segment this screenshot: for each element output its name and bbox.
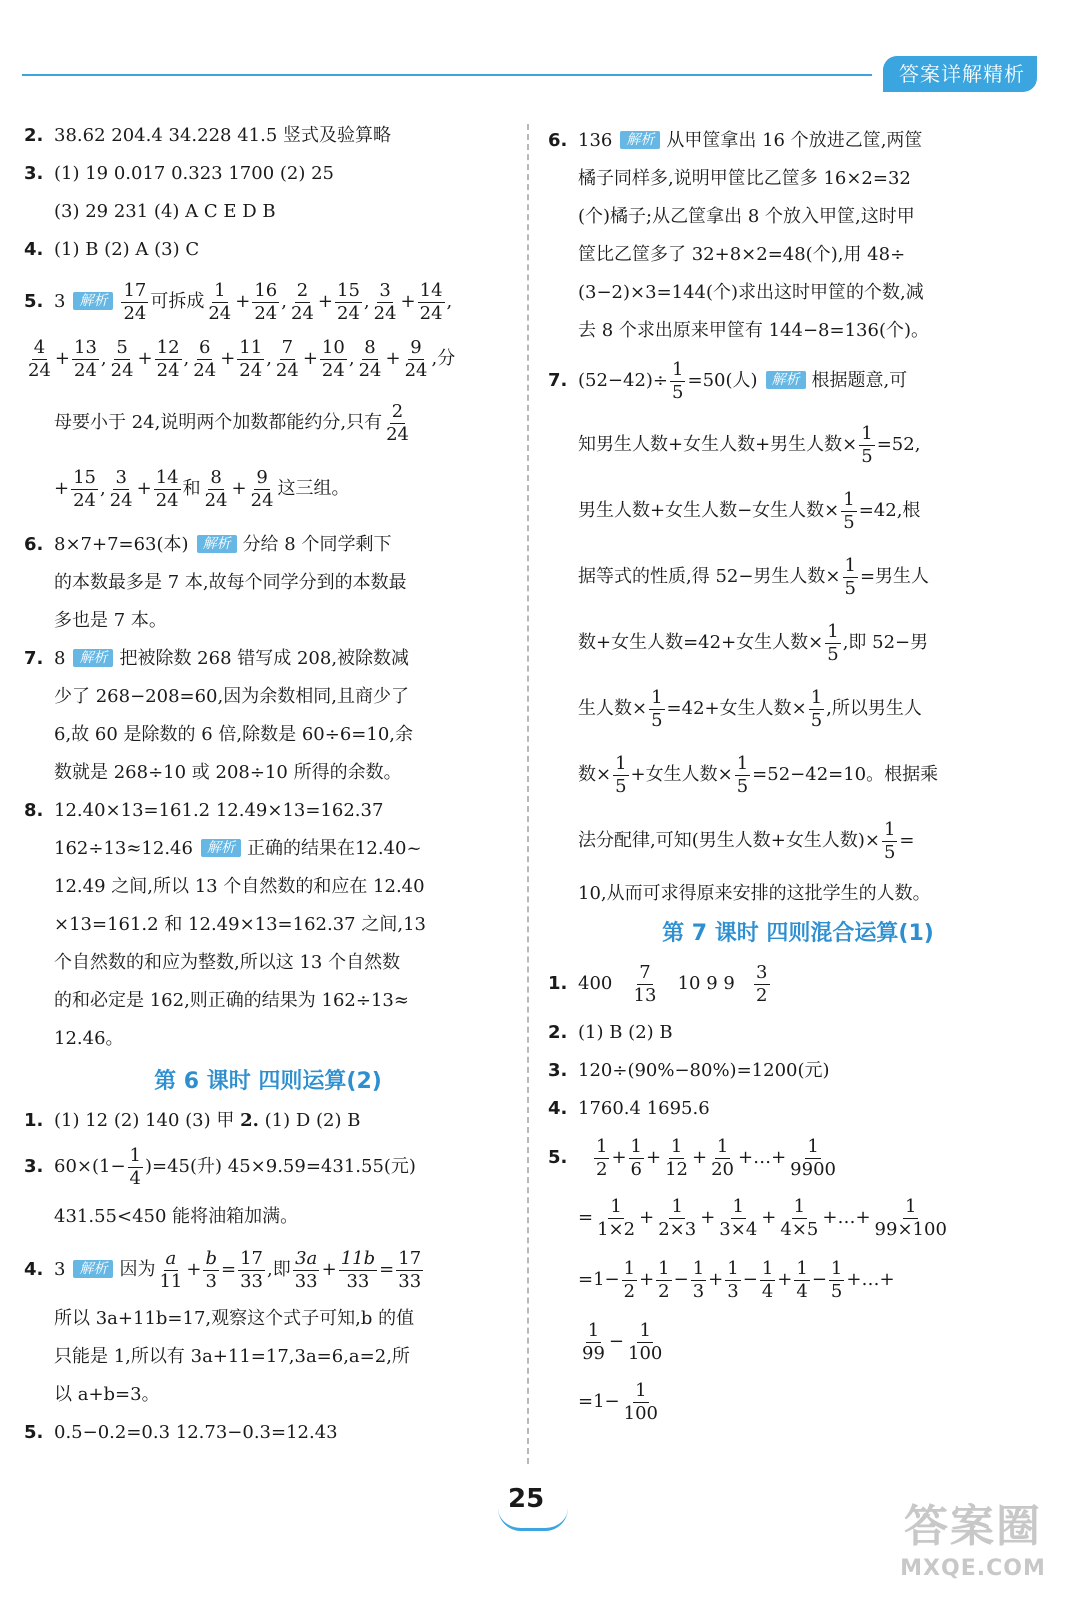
answer-3: 3. (1) 19 0.017 0.323 1700 (2) 25 [24,163,335,184]
lesson7-answer-1: 1. 400 $\frac{7}{13}$ 10 9 9 $\frac{3}{2}$ [548,961,768,1006]
answer-7-right: 7. (52−42)÷ $\frac{1}{5}$ =50(人) 解析 根据题意,可 [548,358,908,403]
fraction: $\frac{17}{24}$ [123,279,147,324]
lesson6-answer-1: 1. (1) 12 (2) 140 (3) 甲 2. (1) D (2) B [24,1110,361,1131]
page-number-arc [498,1508,568,1531]
column-divider [527,124,529,1464]
answer-5-line4: + $\frac{15}{24}$ , $\frac{3}{24}$ + $\frac{14}{24}$ 和 $\frac{8}{24}$ + $\frac{9}{24}$ 这三组。 [54,466,350,511]
lesson7-answer-2: 2. (1) B (2) B [548,1022,673,1043]
left-column: 2. 38.62 204.4 34.228 41.5 竖式及验算略 3. (1) 19 0.017 0.323 1700 (2) 25 (3) 29 231 (4) A C E D B 4. (1) B (2) A (3) C 5. 3 解析 $\frac{17}{24}$ 可拆成 $\frac{1}{24}$ + $\frac{16}{24}$ , $\frac{2}{24}$ + $\frac{15}{24}$ , $\frac{3}{24}$ + $\frac{14}{24}$ , $\frac{4}{24}$ + $\frac{13}{24}$ , $\frac{5}{24}$ + $\frac{12}{24}$ , $\frac{6}{24}$ + $\frac{11}{24}$ , $\frac{7}{24}$ + $\frac{10}{24}$ , $\frac{8}{24}$ + $\frac{9}{24}$ ,分 母要小于 24,说明两个加数都能约分,只有 $\frac{2}{24}$ + $\frac{15}{24}$ , $\frac{3}{24}$ + $\frac{14}{24}$ 和 $\frac{8}{24}$ + $\frac{9}{24}$ 这三组。 6. 8×7+7=63(本) 解析 分给 8 个同学剩下 的本数最多是 7 本,故每个同学分到的本数最 多也是 7 本。 7. 8 解析 把被除数 268 错写成 208,被除数减 少了 268−208=60,因为余数相同,且商少了 6,故 60 是除数的 6 倍,除数是 60÷6=10,余 数就是 268÷10 或 208÷10 所得的余数。 8. 12.40×13=161.2 12.49×13=162.37 162÷13≈12.46 解析 正确的结果在12.40~ 12.49 之间,所以 13 个自然数的和应在 12.40 ×13=161.2 和 12.49×13=162.37 之间,13 个自然数的和应为整数,所以这 13 个自然数 的和必定是 162,则正确的结果为 162÷13≈ 12.46。 第 6 课时 四则运算(2) 1. (1) 12 (2) 140 (3) 甲 2. (1) D (2) B 3. 60×(1− $\frac{1}{4}$ )=45(升) 45×9.59=431.55(元) 431.55<450 能将油箱加满。 4. 3 解析 因为 $\frac{a}{11}$ + $\frac{b}{3}$ = $\frac{17}{33}$ ,即 $\frac{3a}{33}$ + $\frac{11b}{33}$ = $\frac{17}{33}$ 所以 3a+11b=17,观察这个式子可知,b 的值 只能是 1,所以有 3a+11=17,3a=6,a=2,所 以 a+b=3。 5. 0.5−0.2=0.3 12.73−0.3=12.43 [24,122,512,1452]
answer-2: 2. 38.62 204.4 34.228 41.5 竖式及验算略 [24,125,392,146]
answer-7: 7. 8 解析 把被除数 268 错写成 208,被除数减 [24,648,410,669]
lesson7-answer-5-row1: 5. $\frac{1}{2}$ + $\frac{1}{6}$ + $\frac{1}{12}$ + $\frac{1}{20}$ +…+ $\frac{1}{9900}$ [548,1135,836,1180]
answer-5-line2: $\frac{4}{24}$ + $\frac{13}{24}$ , $\frac{5}{24}$ + $\frac{12}{24}$ , $\frac{6}{24}$ + $\frac{11}{24}$ , $\frac{7}{24}$ + $\frac{10}{24}$ , $\frac{8}{24}$ + $\frac{9}{24}$ ,分 [28,336,456,381]
answer-6-right: 6. 136 解析 从甲筐拿出 16 个放进乙筐,两筐 [548,130,923,151]
right-column: 6. 136 解析 从甲筐拿出 16 个放进乙筐,两筐 橘子同样多,说明甲筐比乙筐多 16×2=32 (个)橘子;从乙筐拿出 8 个放入甲筐,这时甲 筐比乙筐多了 32+8×2=48(个),用 48÷ (3−2)×3=144(个)求出这时甲筐的个数,减 去 8 个求出原来甲筐有 144−8=136(个)。 7. (52−42)÷ $\frac{1}{5}$ =50(人) 解析 根据题意,可 知男生人数+女生人数+男生人数× $\frac{1}{5}$ =52, 男生人数+女生人数−女生人数× $\frac{1}{5}$ =42,根 据等式的性质,得 52−男生人数× $\frac{1}{5}$ =男生人 数+女生人数=42+女生人数× $\frac{1}{5}$ ,即 52−男 生人数× $\frac{1}{5}$ =42+女生人数× $\frac{1}{5}$ ,所以男生人 数× $\frac{1}{5}$ +女生人数× $\frac{1}{5}$ =52−42=10。根据乘 法分配律,可知(男生人数+女生人数)× $\frac{1}{5}$ = 10,从而可求得原来安排的这批学生的人数。 第 7 课时 四则混合运算(1) 1. 400 $\frac{7}{13}$ 10 9 9 $\frac{3}{2}$ 2. (1) B (2) B 3. 120÷(90%−80%)=1200(元) 4. 1760.4 1695.6 5. $\frac{1}{2}$ + $\frac{1}{6}$ + $\frac{1}{12}$ + $\frac{1}{20}$ +…+ $\frac{1}{9900}$ = $\frac{1}{1\times 2}$ + $\frac{1}{2\times 3}$ + $\frac{1}{3\times 4}$ + $\frac{1}{4\times 5}$ +…+ $\frac{1}{99\times 100}$ =1− $\frac{1}{2}$ + $\frac{1}{2}$ − $\frac{1}{3}$ + $\frac{1}{3}$ − $\frac{1}{4}$ + $\frac{1}{4}$ − $\frac{1}{5}$ +…+ $\frac{1}{99}$ − $\frac{1}{100}$ =1− $\frac{1}{100}$ [548,122,1048,1432]
lesson7-answer-3: 3. 120÷(90%−80%)=1200(元) [548,1060,830,1081]
analysis-tag: 解析 [73,292,113,310]
lesson7-answer-5-row3: =1− $\frac{1}{2}$ + $\frac{1}{2}$ − $\frac{1}{3}$ + $\frac{1}{3}$ − $\frac{1}{4}$ + $\frac{1}{4}$ − $\frac{1}{5}$ +…+ [578,1257,895,1302]
answer-3-line2: (3) 29 231 (4) A C E D B [54,201,276,222]
header-rule [22,74,872,76]
watermark: 答案圈 MXQE.COM [900,1501,1046,1581]
section-title-lesson-7: 第 7 课时 四则混合运算(1) [662,921,934,946]
answer-8: 8. 12.40×13=161.2 12.49×13=162.37 [24,800,384,821]
answer-5-line3: 母要小于 24,说明两个加数都能约分,只有 $\frac{2}{24}$ [54,400,409,445]
answer-6: 6. 8×7+7=63(本) 解析 分给 8 个同学剩下 [24,534,392,555]
section-title-lesson-6: 第 6 课时 四则运算(2) [154,1069,382,1094]
lesson7-answer-5-row2: = $\frac{1}{1\times 2}$ + $\frac{1}{2\times 3}$ + $\frac{1}{3\times 4}$ + $\frac{1}{4\times 5}$ +…+ $\frac{1}{99\times 100}$ [578,1195,947,1240]
answer-4: 4. (1) B (2) A (3) C [24,239,200,260]
lesson7-answer-5-row4: $\frac{1}{99}$ − $\frac{1}{100}$ [582,1319,663,1364]
lesson7-answer-5-row5: =1− $\frac{1}{100}$ [578,1379,658,1424]
lesson6-answer-4: 4. 3 解析 因为 $\frac{a}{11}$ + $\frac{b}{3}$ = $\frac{17}{33}$ ,即 $\frac{3a}{33}$ + $\frac{11b}{33}$ = $\frac{17}{33}$ [24,1247,422,1292]
answer-5-line1: 5. 3 解析 $\frac{17}{24}$ 可拆成 $\frac{1}{24}$ + $\frac{16}{24}$ , $\frac{2}{24}$ + $\frac{15}{24}$ , $\frac{3}{24}$ + $\frac{14}{24}$ , [24,279,453,324]
header-banner: 答案详解精析 [883,56,1037,92]
lesson6-answer-3: 3. 60×(1− $\frac{1}{4}$ )=45(升) 45×9.59=431.55(元) [24,1144,416,1189]
lesson7-answer-4: 4. 1760.4 1695.6 [548,1098,710,1119]
page-number: 25 [508,1484,545,1514]
lesson6-answer-5: 5. 0.5−0.2=0.3 12.73−0.3=12.43 [24,1422,338,1443]
